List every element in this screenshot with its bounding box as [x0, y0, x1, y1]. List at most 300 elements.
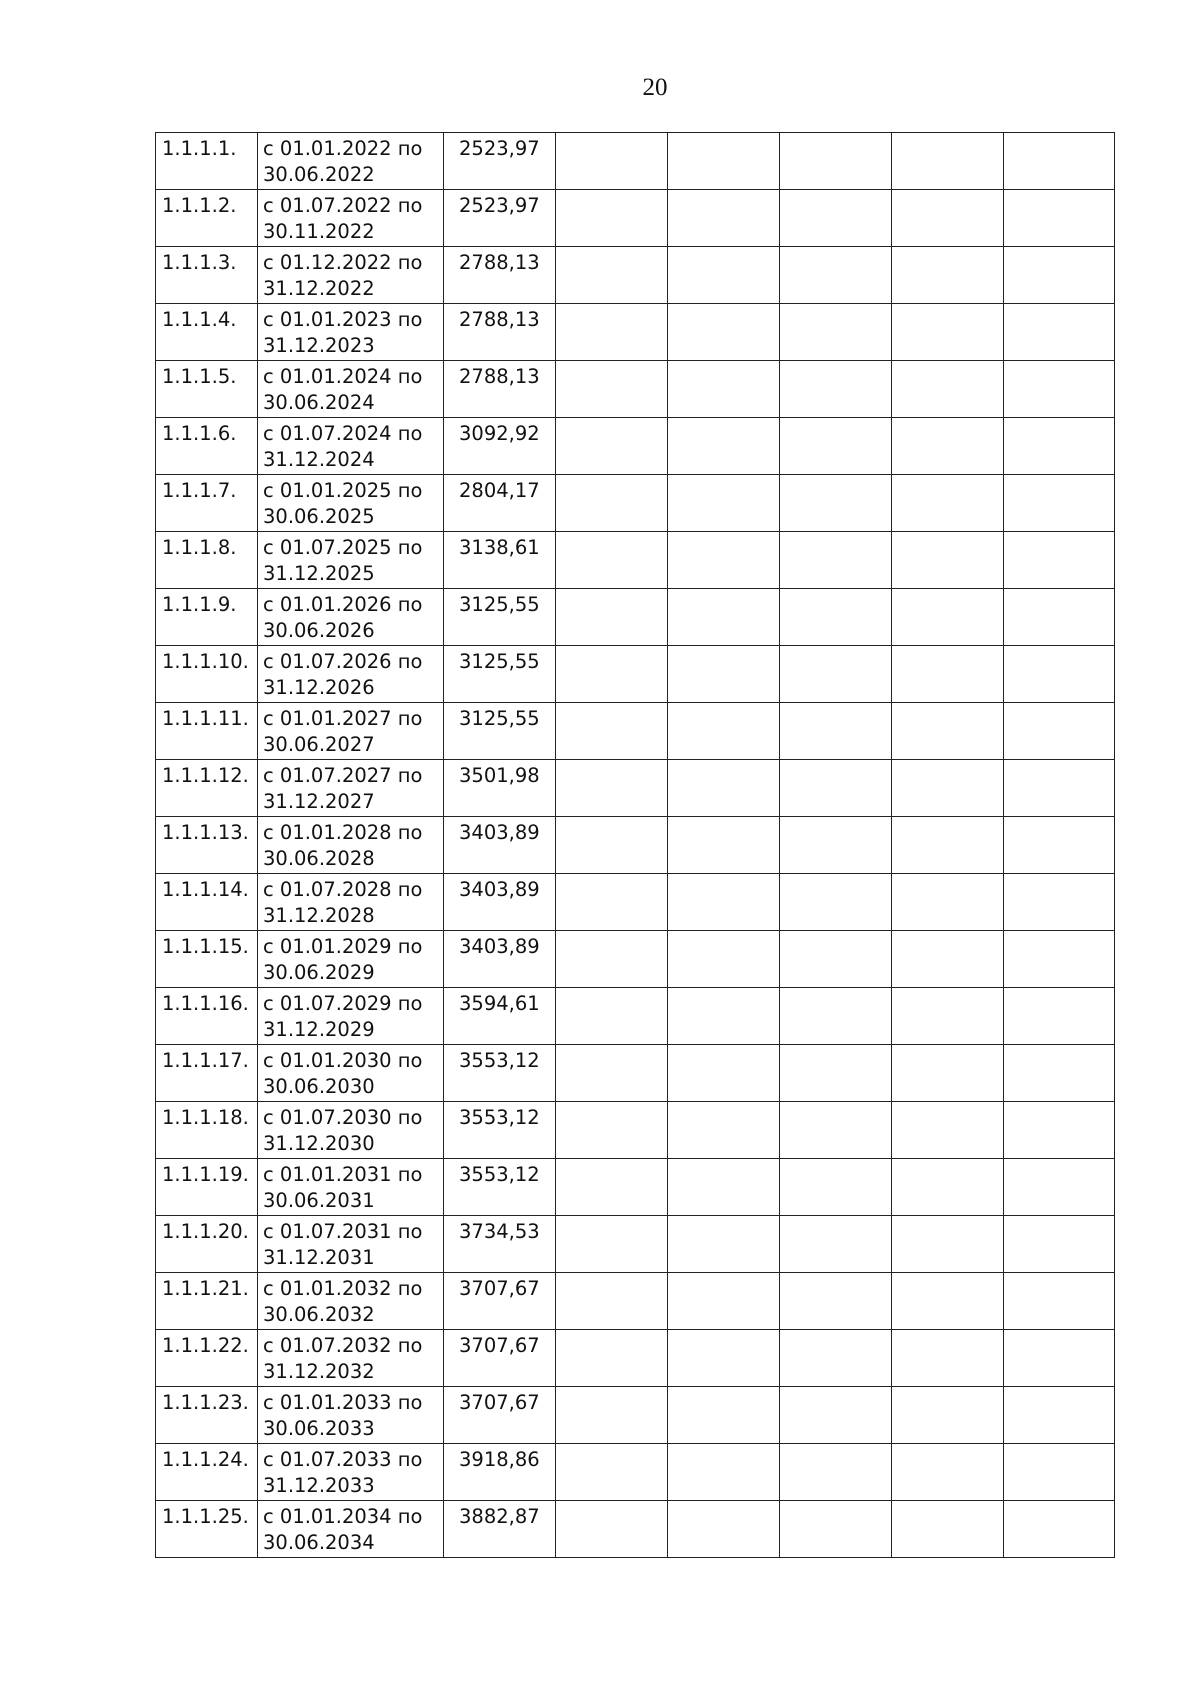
empty-cell: [1004, 931, 1115, 988]
empty-cell: [780, 589, 892, 646]
row-number: 1.1.1.24.: [162, 1448, 249, 1471]
empty-cell: [780, 532, 892, 589]
tariff-value: 2788,13: [459, 365, 540, 388]
tariff-value: 2523,97: [459, 194, 540, 217]
period-start: с 01.01.2022 по: [263, 137, 423, 160]
empty-cell: [668, 1330, 780, 1387]
row-number: 1.1.1.25.: [162, 1505, 249, 1528]
period-cell: [258, 190, 444, 247]
empty-cell: [780, 646, 892, 703]
row-number: 1.1.1.1.: [162, 137, 237, 160]
table-row: [156, 418, 1115, 475]
empty-cell: [668, 304, 780, 361]
empty-cell: [1004, 1102, 1115, 1159]
row-number-cell: [156, 532, 258, 589]
value-cell: [444, 1387, 556, 1444]
value-cell: [444, 988, 556, 1045]
empty-cell: [892, 646, 1004, 703]
tariff-table: [155, 132, 1115, 1558]
empty-cell: [892, 817, 1004, 874]
table-row: [156, 532, 1115, 589]
row-number-cell: [156, 1444, 258, 1501]
period-end: 30.06.2027: [263, 733, 375, 756]
empty-cell: [668, 1501, 780, 1558]
empty-cell: [668, 133, 780, 190]
empty-cell: [892, 931, 1004, 988]
empty-cell: [556, 1045, 668, 1102]
tariff-value: 3707,67: [459, 1277, 540, 1300]
period-cell: [258, 1387, 444, 1444]
period-cell: [258, 1045, 444, 1102]
row-number: 1.1.1.10.: [162, 650, 249, 673]
empty-cell: [668, 361, 780, 418]
empty-cell: [668, 1273, 780, 1330]
value-cell: [444, 361, 556, 418]
row-number: 1.1.1.6.: [162, 422, 237, 445]
period-cell: [258, 703, 444, 760]
empty-cell: [556, 304, 668, 361]
empty-cell: [892, 418, 1004, 475]
empty-cell: [780, 418, 892, 475]
row-number-cell: [156, 190, 258, 247]
table-row: [156, 475, 1115, 532]
empty-cell: [556, 589, 668, 646]
row-number: 1.1.1.11.: [162, 707, 249, 730]
empty-cell: [892, 1045, 1004, 1102]
tariff-value: 3403,89: [459, 935, 540, 958]
empty-cell: [892, 532, 1004, 589]
empty-cell: [780, 874, 892, 931]
period-start: с 01.01.2034 по: [263, 1505, 423, 1528]
row-number-cell: [156, 1159, 258, 1216]
empty-cell: [1004, 247, 1115, 304]
value-cell: [444, 874, 556, 931]
row-number-cell: [156, 475, 258, 532]
tariff-value: 3125,55: [459, 650, 540, 673]
period-cell: [258, 247, 444, 304]
empty-cell: [892, 133, 1004, 190]
value-cell: [444, 304, 556, 361]
row-number-cell: [156, 589, 258, 646]
empty-cell: [780, 988, 892, 1045]
value-cell: [444, 817, 556, 874]
empty-cell: [556, 475, 668, 532]
empty-cell: [668, 931, 780, 988]
period-end: 30.06.2029: [263, 961, 375, 984]
table-row: [156, 1444, 1115, 1501]
value-cell: [444, 1102, 556, 1159]
value-cell: [444, 247, 556, 304]
empty-cell: [780, 1444, 892, 1501]
period-start: с 01.07.2029 по: [263, 992, 423, 1015]
period-start: с 01.01.2027 по: [263, 707, 423, 730]
period-end: 30.06.2022: [263, 163, 375, 186]
table-row: [156, 817, 1115, 874]
empty-cell: [668, 1159, 780, 1216]
empty-cell: [780, 475, 892, 532]
tariff-value: 3707,67: [459, 1391, 540, 1414]
empty-cell: [668, 1102, 780, 1159]
table-row: [156, 931, 1115, 988]
empty-cell: [892, 1387, 1004, 1444]
table-row: [156, 988, 1115, 1045]
empty-cell: [668, 988, 780, 1045]
row-number: 1.1.1.19.: [162, 1163, 249, 1186]
empty-cell: [780, 1045, 892, 1102]
row-number-cell: [156, 760, 258, 817]
empty-cell: [556, 703, 668, 760]
empty-cell: [780, 1387, 892, 1444]
empty-cell: [556, 532, 668, 589]
empty-cell: [1004, 1216, 1115, 1273]
period-end: 30.06.2032: [263, 1303, 375, 1326]
period-end: 31.12.2023: [263, 334, 375, 357]
value-cell: [444, 703, 556, 760]
table-row: [156, 1159, 1115, 1216]
empty-cell: [892, 1330, 1004, 1387]
empty-cell: [668, 190, 780, 247]
tariff-value: 3734,53: [459, 1220, 540, 1243]
table-row: [156, 1216, 1115, 1273]
period-start: с 01.07.2027 по: [263, 764, 423, 787]
empty-cell: [892, 703, 1004, 760]
tariff-value: 2804,17: [459, 479, 540, 502]
table-row: [156, 133, 1115, 190]
empty-cell: [556, 361, 668, 418]
tariff-value: 3501,98: [459, 764, 540, 787]
row-number: 1.1.1.8.: [162, 536, 237, 559]
period-end: 31.12.2032: [263, 1360, 375, 1383]
empty-cell: [556, 1387, 668, 1444]
table-row: [156, 646, 1115, 703]
empty-cell: [1004, 589, 1115, 646]
empty-cell: [780, 1159, 892, 1216]
row-number: 1.1.1.3.: [162, 251, 237, 274]
row-number: 1.1.1.2.: [162, 194, 237, 217]
empty-cell: [780, 304, 892, 361]
empty-cell: [1004, 988, 1115, 1045]
period-start: с 01.07.2026 по: [263, 650, 423, 673]
table-row: [156, 874, 1115, 931]
period-start: с 01.01.2032 по: [263, 1277, 423, 1300]
empty-cell: [1004, 133, 1115, 190]
row-number-cell: [156, 1501, 258, 1558]
period-end: 30.06.2025: [263, 505, 375, 528]
table-row: [156, 1045, 1115, 1102]
period-cell: [258, 475, 444, 532]
empty-cell: [668, 475, 780, 532]
value-cell: [444, 1159, 556, 1216]
empty-cell: [668, 532, 780, 589]
period-cell: [258, 646, 444, 703]
row-number-cell: [156, 418, 258, 475]
tariff-value: 3138,61: [459, 536, 540, 559]
period-cell: [258, 418, 444, 475]
table-row: [156, 1102, 1115, 1159]
row-number-cell: [156, 931, 258, 988]
row-number-cell: [156, 1102, 258, 1159]
empty-cell: [556, 1273, 668, 1330]
empty-cell: [892, 361, 1004, 418]
period-start: с 01.01.2025 по: [263, 479, 423, 502]
period-start: с 01.01.2031 по: [263, 1163, 423, 1186]
empty-cell: [892, 304, 1004, 361]
row-number-cell: [156, 247, 258, 304]
empty-cell: [556, 418, 668, 475]
tariff-value: 3403,89: [459, 878, 540, 901]
empty-cell: [780, 361, 892, 418]
value-cell: [444, 1045, 556, 1102]
period-end: 30.06.2028: [263, 847, 375, 870]
period-end: 31.12.2026: [263, 676, 375, 699]
period-cell: [258, 817, 444, 874]
value-cell: [444, 475, 556, 532]
period-cell: [258, 988, 444, 1045]
period-start: с 01.01.2024 по: [263, 365, 423, 388]
row-number-cell: [156, 361, 258, 418]
empty-cell: [668, 817, 780, 874]
empty-cell: [780, 703, 892, 760]
period-start: с 01.01.2029 по: [263, 935, 423, 958]
empty-cell: [892, 589, 1004, 646]
table-body: [156, 133, 1115, 1558]
period-start: с 01.07.2028 по: [263, 878, 423, 901]
empty-cell: [556, 1216, 668, 1273]
empty-cell: [780, 1102, 892, 1159]
period-cell: [258, 133, 444, 190]
tariff-value: 2788,13: [459, 308, 540, 331]
period-end: 30.06.2030: [263, 1075, 375, 1098]
row-number: 1.1.1.16.: [162, 992, 249, 1015]
row-number: 1.1.1.14.: [162, 878, 249, 901]
period-start: с 01.07.2030 по: [263, 1106, 423, 1129]
empty-cell: [668, 1444, 780, 1501]
empty-cell: [892, 1159, 1004, 1216]
period-start: с 01.07.2025 по: [263, 536, 423, 559]
empty-cell: [892, 874, 1004, 931]
tariff-value: 3594,61: [459, 992, 540, 1015]
row-number: 1.1.1.4.: [162, 308, 237, 331]
empty-cell: [1004, 1159, 1115, 1216]
table-row: [156, 304, 1115, 361]
value-cell: [444, 931, 556, 988]
empty-cell: [1004, 760, 1115, 817]
tariff-value: 2788,13: [459, 251, 540, 274]
empty-cell: [556, 1330, 668, 1387]
empty-cell: [780, 1216, 892, 1273]
row-number: 1.1.1.9.: [162, 593, 237, 616]
period-cell: [258, 304, 444, 361]
tariff-value: 3092,92: [459, 422, 540, 445]
tariff-value: 3125,55: [459, 707, 540, 730]
empty-cell: [668, 760, 780, 817]
row-number: 1.1.1.7.: [162, 479, 237, 502]
row-number-cell: [156, 703, 258, 760]
empty-cell: [556, 817, 668, 874]
period-start: с 01.12.2022 по: [263, 251, 423, 274]
row-number: 1.1.1.12.: [162, 764, 249, 787]
empty-cell: [668, 589, 780, 646]
empty-cell: [1004, 1444, 1115, 1501]
table-row: [156, 589, 1115, 646]
empty-cell: [556, 931, 668, 988]
period-end: 31.12.2029: [263, 1018, 375, 1041]
row-number-cell: [156, 304, 258, 361]
period-end: 31.12.2024: [263, 448, 375, 471]
tariff-value: 2523,97: [459, 137, 540, 160]
empty-cell: [892, 1102, 1004, 1159]
table-row: [156, 1387, 1115, 1444]
empty-cell: [556, 988, 668, 1045]
page-number: 20: [642, 74, 668, 101]
table-row: [156, 1330, 1115, 1387]
empty-cell: [780, 1330, 892, 1387]
row-number-cell: [156, 874, 258, 931]
empty-cell: [892, 475, 1004, 532]
period-start: с 01.01.2026 по: [263, 593, 423, 616]
row-number-cell: [156, 1273, 258, 1330]
tariff-value: 3882,87: [459, 1505, 540, 1528]
table-row: [156, 1501, 1115, 1558]
period-cell: [258, 1501, 444, 1558]
empty-cell: [1004, 418, 1115, 475]
empty-cell: [556, 646, 668, 703]
period-start: с 01.07.2022 по: [263, 194, 423, 217]
value-cell: [444, 1330, 556, 1387]
empty-cell: [892, 1444, 1004, 1501]
empty-cell: [556, 1102, 668, 1159]
value-cell: [444, 760, 556, 817]
tariff-value: 3918,86: [459, 1448, 540, 1471]
empty-cell: [668, 646, 780, 703]
empty-cell: [892, 1216, 1004, 1273]
value-cell: [444, 532, 556, 589]
value-cell: [444, 646, 556, 703]
row-number-cell: [156, 646, 258, 703]
empty-cell: [556, 133, 668, 190]
period-cell: [258, 1330, 444, 1387]
row-number-cell: [156, 817, 258, 874]
period-end: 31.12.2033: [263, 1474, 375, 1497]
value-cell: [444, 1216, 556, 1273]
period-start: с 01.01.2023 по: [263, 308, 423, 331]
row-number-cell: [156, 1045, 258, 1102]
empty-cell: [1004, 361, 1115, 418]
row-number: 1.1.1.13.: [162, 821, 249, 844]
row-number: 1.1.1.21.: [162, 1277, 249, 1300]
empty-cell: [1004, 817, 1115, 874]
value-cell: [444, 589, 556, 646]
empty-cell: [668, 703, 780, 760]
period-cell: [258, 760, 444, 817]
period-cell: [258, 1102, 444, 1159]
row-number: 1.1.1.20.: [162, 1220, 249, 1243]
value-cell: [444, 1273, 556, 1330]
empty-cell: [892, 1501, 1004, 1558]
empty-cell: [556, 247, 668, 304]
period-start: с 01.07.2031 по: [263, 1220, 423, 1243]
period-start: с 01.01.2033 по: [263, 1391, 423, 1414]
row-number: 1.1.1.18.: [162, 1106, 249, 1129]
period-cell: [258, 1159, 444, 1216]
period-start: с 01.07.2024 по: [263, 422, 423, 445]
tariff-value: 3553,12: [459, 1106, 540, 1129]
empty-cell: [892, 988, 1004, 1045]
table-row: [156, 1273, 1115, 1330]
period-end: 30.06.2024: [263, 391, 375, 414]
period-end: 31.12.2030: [263, 1132, 375, 1155]
value-cell: [444, 133, 556, 190]
period-start: с 01.07.2033 по: [263, 1448, 423, 1471]
period-cell: [258, 1216, 444, 1273]
empty-cell: [780, 133, 892, 190]
empty-cell: [668, 1216, 780, 1273]
empty-cell: [1004, 874, 1115, 931]
period-cell: [258, 874, 444, 931]
table-row: [156, 190, 1115, 247]
table-row: [156, 361, 1115, 418]
empty-cell: [780, 760, 892, 817]
row-number: 1.1.1.5.: [162, 365, 237, 388]
period-cell: [258, 1444, 444, 1501]
empty-cell: [892, 1273, 1004, 1330]
period-cell: [258, 931, 444, 988]
empty-cell: [1004, 1330, 1115, 1387]
row-number: 1.1.1.15.: [162, 935, 249, 958]
period-end: 31.12.2031: [263, 1246, 375, 1269]
row-number: 1.1.1.22.: [162, 1334, 249, 1357]
tariff-value: 3553,12: [459, 1049, 540, 1072]
tariff-value: 3125,55: [459, 593, 540, 616]
table-row: [156, 247, 1115, 304]
period-start: с 01.01.2028 по: [263, 821, 423, 844]
tariff-value: 3707,67: [459, 1334, 540, 1357]
table-row: [156, 760, 1115, 817]
period-cell: [258, 589, 444, 646]
period-start: с 01.07.2032 по: [263, 1334, 423, 1357]
empty-cell: [556, 1501, 668, 1558]
period-end: 30.11.2022: [263, 220, 375, 243]
period-end: 30.06.2026: [263, 619, 375, 642]
empty-cell: [668, 247, 780, 304]
period-end: 31.12.2027: [263, 790, 375, 813]
empty-cell: [1004, 190, 1115, 247]
row-number-cell: [156, 1216, 258, 1273]
empty-cell: [780, 817, 892, 874]
period-cell: [258, 361, 444, 418]
empty-cell: [556, 760, 668, 817]
row-number-cell: [156, 1387, 258, 1444]
empty-cell: [1004, 1387, 1115, 1444]
period-end: 31.12.2028: [263, 904, 375, 927]
empty-cell: [1004, 1273, 1115, 1330]
value-cell: [444, 1444, 556, 1501]
row-number: 1.1.1.17.: [162, 1049, 249, 1072]
empty-cell: [780, 190, 892, 247]
empty-cell: [780, 247, 892, 304]
empty-cell: [892, 190, 1004, 247]
empty-cell: [1004, 532, 1115, 589]
empty-cell: [1004, 304, 1115, 361]
value-cell: [444, 1501, 556, 1558]
row-number-cell: [156, 1330, 258, 1387]
table-row: [156, 703, 1115, 760]
empty-cell: [1004, 646, 1115, 703]
empty-cell: [668, 418, 780, 475]
empty-cell: [780, 931, 892, 988]
period-end: 31.12.2022: [263, 277, 375, 300]
period-end: 30.06.2034: [263, 1531, 375, 1554]
